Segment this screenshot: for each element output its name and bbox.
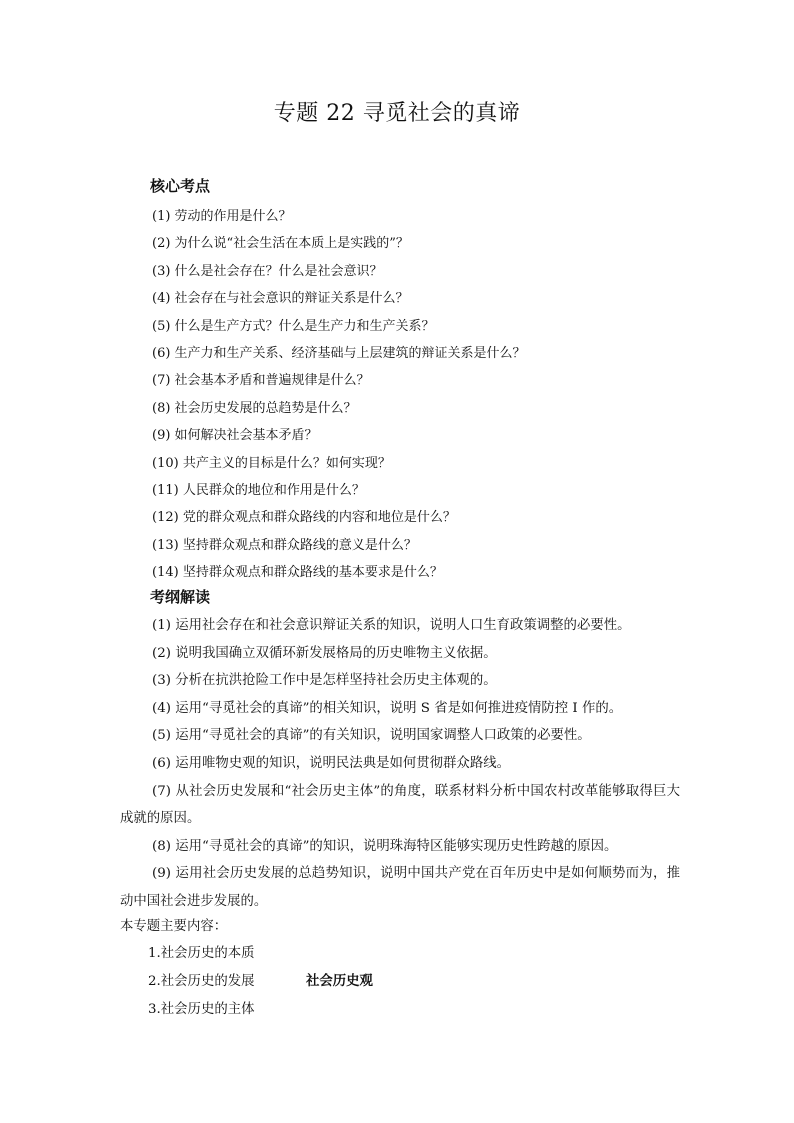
- syllabus-item: (2) 说明我国确立双循环新发展格局的历史唯物主义依据。: [152, 645, 497, 661]
- syllabus-heading: 考纲解读: [150, 588, 211, 606]
- core-point-item: (9) 如何解决社会基本矛盾？: [152, 428, 318, 444]
- core-point-item: (2) 为什么说“社会生活在本质上是实践的”？: [152, 236, 409, 252]
- syllabus-item: (4) 运用“寻觅社会的真谛”的相关知识，说明 S 省是如何推进疫情防控 I 作的。: [152, 700, 623, 716]
- syllabus-item: (6) 运用唯物史观的知识，说明民法典是如何贯彻群众路线。: [152, 755, 510, 771]
- core-point-item: (3) 什么是社会存在？什么是社会意识？: [152, 263, 383, 279]
- core-points-heading: 核心考点: [150, 177, 211, 195]
- core-point-item: (5) 什么是生产方式？什么是生产力和生产关系？: [152, 318, 435, 334]
- topic-item: 1.社会历史的本质: [148, 946, 255, 961]
- syllabus-item: (9) 运用社会历史发展的总趋势知识，说明中国共产党在百年历史中是如何顺势而为，推动中国社会进步发展的。: [120, 866, 680, 909]
- core-points-list: [152, 203, 526, 586]
- syllabus-item: (3) 分析在抗洪抢险工作中是怎样坚持社会历史主体观的。: [152, 673, 497, 689]
- core-point-item: (12) 党的群众观点和群众路线的内容和地位是什么？: [152, 510, 456, 526]
- core-point-item: (4) 社会存在与社会意识的辩证关系是什么？: [152, 291, 409, 307]
- syllabus-list: [120, 612, 680, 916]
- topic-item: 2.社会历史的发展: [148, 974, 255, 989]
- topic-item: 3.社会历史的主体: [148, 1002, 255, 1017]
- syllabus-item: (1) 运用社会存在和社会意识辩证关系的知识，说明人口生育政策调整的必要性。: [152, 618, 631, 633]
- core-point-item: (10) 共产主义的目标是什么？如何实现？: [152, 455, 391, 471]
- page-title: 专题 22 寻觅社会的真谛: [273, 101, 521, 126]
- main-content-label: 本专题主要内容：: [120, 919, 228, 934]
- core-point-item: (6) 生产力和生产关系、经济基础与上层建筑的辩证关系是什么？: [152, 345, 526, 361]
- core-point-item: (1) 劳动的作用是什么？: [152, 209, 292, 224]
- core-point-item: (13) 坚持群众观点和群众路线的意义是什么？: [152, 537, 417, 553]
- syllabus-item: (8) 运用“寻觅社会的真谛”的知识，说明珠海特区能够实现历史性跨越的原因。: [152, 838, 618, 854]
- core-point-item: (11) 人民群众的地位和作用是什么？: [152, 482, 365, 498]
- syllabus-item: (7) 从社会历史发展和“社会历史主体”的角度，联系材料分析中国农村改革能够取得巨大成就的原因。: [120, 783, 680, 827]
- syllabus-item: (5) 运用“寻觅社会的真谛”的有关知识，说明国家调整人口政策的必要性。: [152, 728, 591, 744]
- core-point-item: (8) 社会历史发展的总趋势是什么？: [152, 400, 357, 416]
- topic-group-label: 社会历史观: [306, 974, 373, 989]
- core-point-item: (7) 社会基本矛盾和普遍规律是什么？: [152, 373, 370, 389]
- core-point-item: (14) 坚持群众观点和群众路线的基本要求是什么？: [152, 565, 443, 581]
